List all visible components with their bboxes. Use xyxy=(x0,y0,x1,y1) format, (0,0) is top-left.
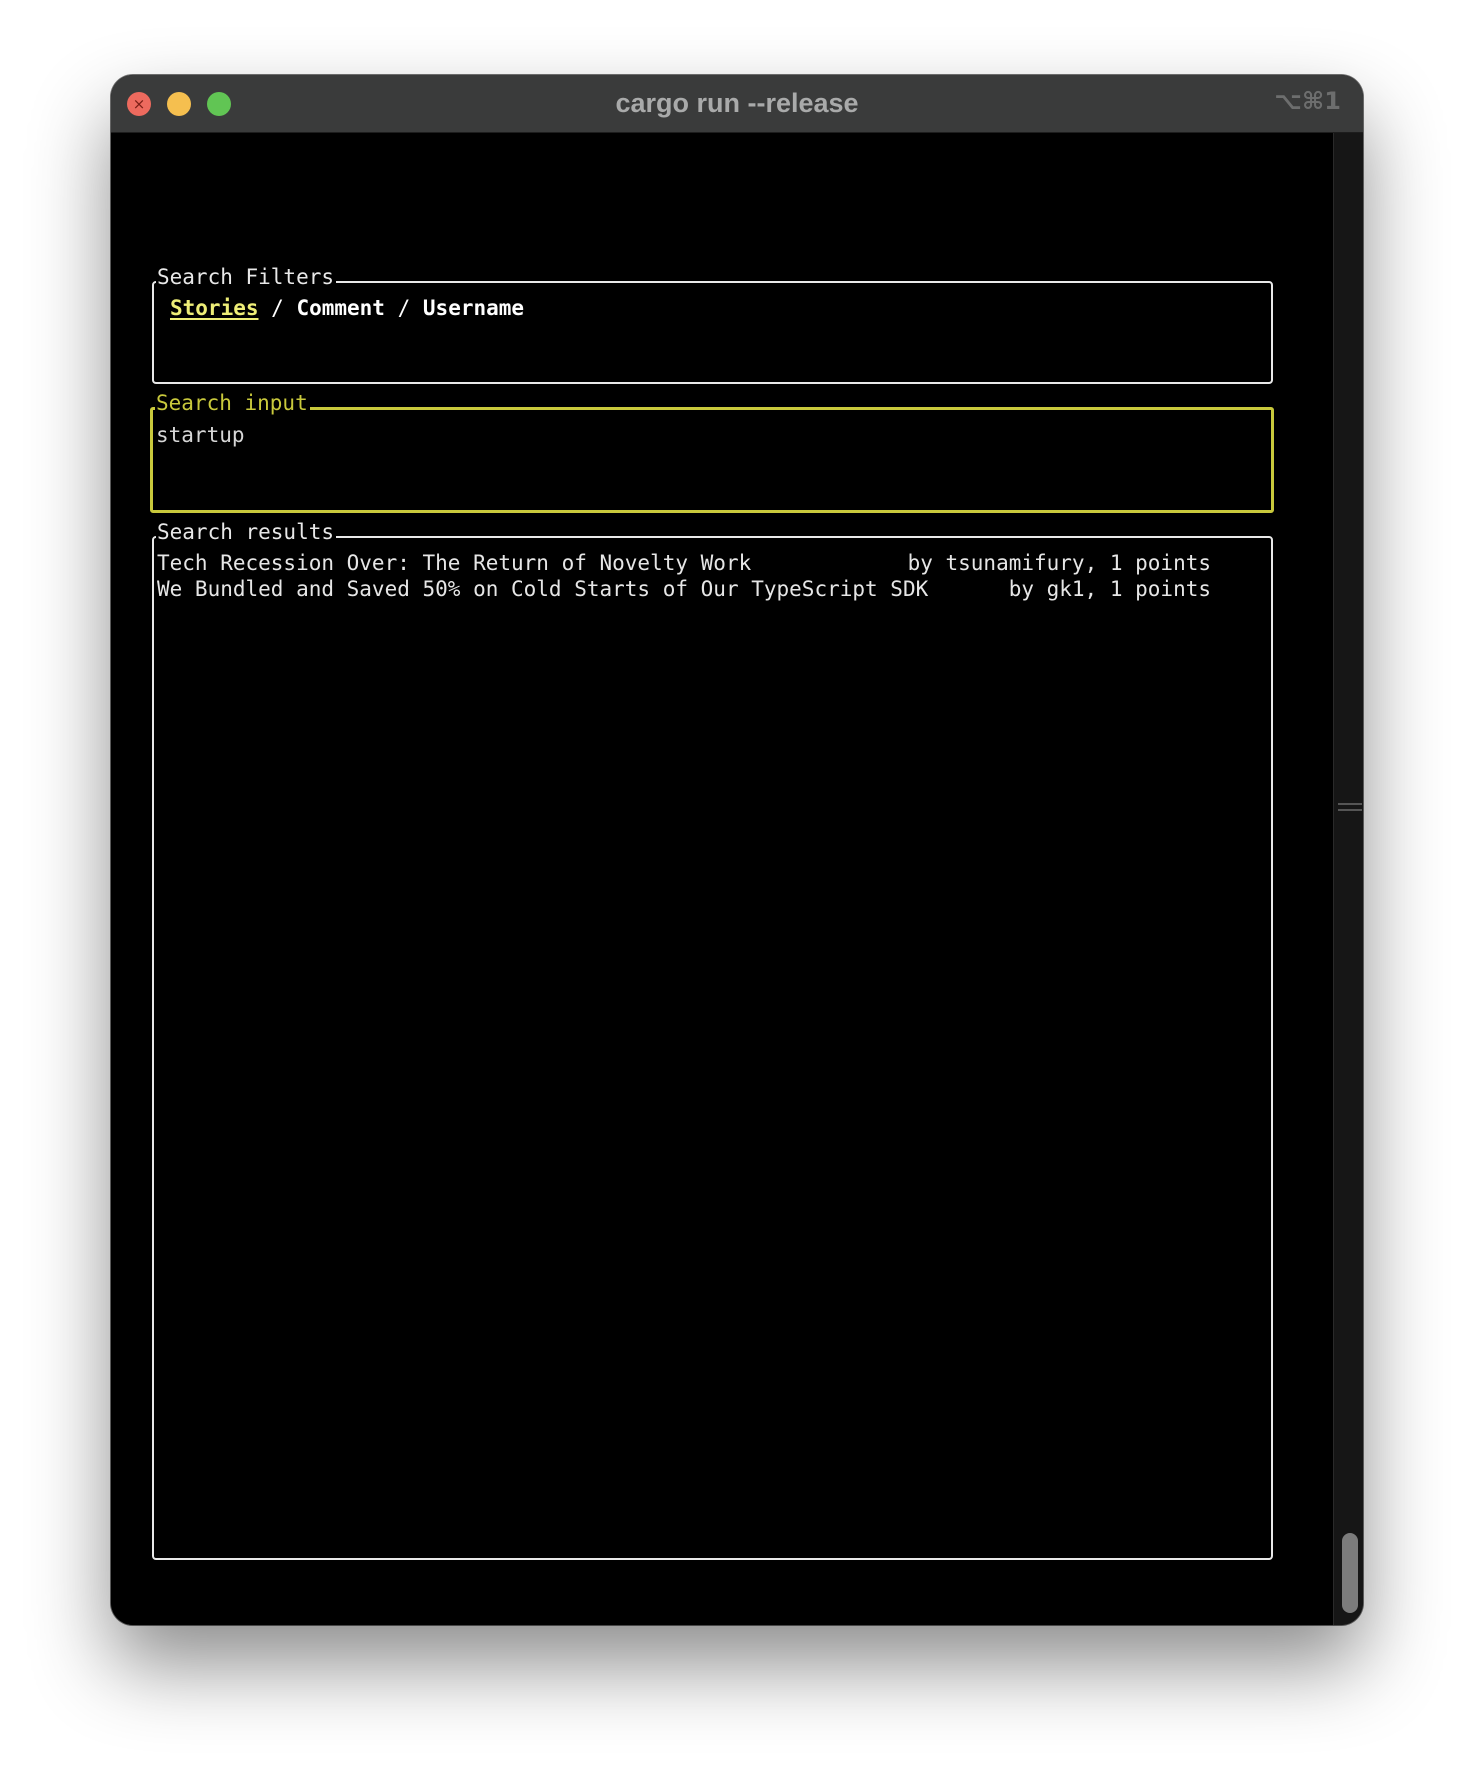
filter-separator: / xyxy=(258,296,297,320)
search-filters-title: Search Filters xyxy=(157,265,335,289)
result-meta: by gk1, 1 points xyxy=(1008,577,1211,601)
result-meta: by tsunamifury, 1 points xyxy=(907,551,1211,575)
scrollbar[interactable] xyxy=(1333,133,1363,1625)
search-results-panel xyxy=(152,520,1273,1560)
terminal-window xyxy=(111,75,1363,1625)
search-input[interactable]: startup xyxy=(156,423,245,447)
filter-tab-comment[interactable]: Comment xyxy=(296,296,385,320)
search-input-panel[interactable] xyxy=(150,391,1274,513)
filter-tabs xyxy=(170,295,524,321)
window-shortcut: ⌥⌘1 xyxy=(1274,87,1341,115)
scrollbar-thumb[interactable] xyxy=(1342,1533,1358,1613)
window-title: cargo run --release xyxy=(615,88,859,118)
title-bar[interactable] xyxy=(111,75,1363,133)
result-title: Tech Recession Over: The Return of Novelty Work xyxy=(157,551,752,575)
filter-tab-stories[interactable]: Stories xyxy=(170,296,259,320)
search-input-title: Search input xyxy=(156,391,308,415)
search-filters-panel xyxy=(152,265,1273,384)
result-title: We Bundled and Saved 50% on Cold Starts of Our TypeScript SDK xyxy=(157,577,929,601)
close-icon: × xyxy=(132,95,146,113)
terminal-content[interactable] xyxy=(111,133,1333,1625)
split-handle[interactable] xyxy=(1338,803,1362,811)
search-results-title: Search results xyxy=(157,520,335,544)
filter-tab-username[interactable]: Username xyxy=(422,296,525,320)
result-row[interactable] xyxy=(157,576,1211,680)
filter-separator: / xyxy=(384,296,423,320)
